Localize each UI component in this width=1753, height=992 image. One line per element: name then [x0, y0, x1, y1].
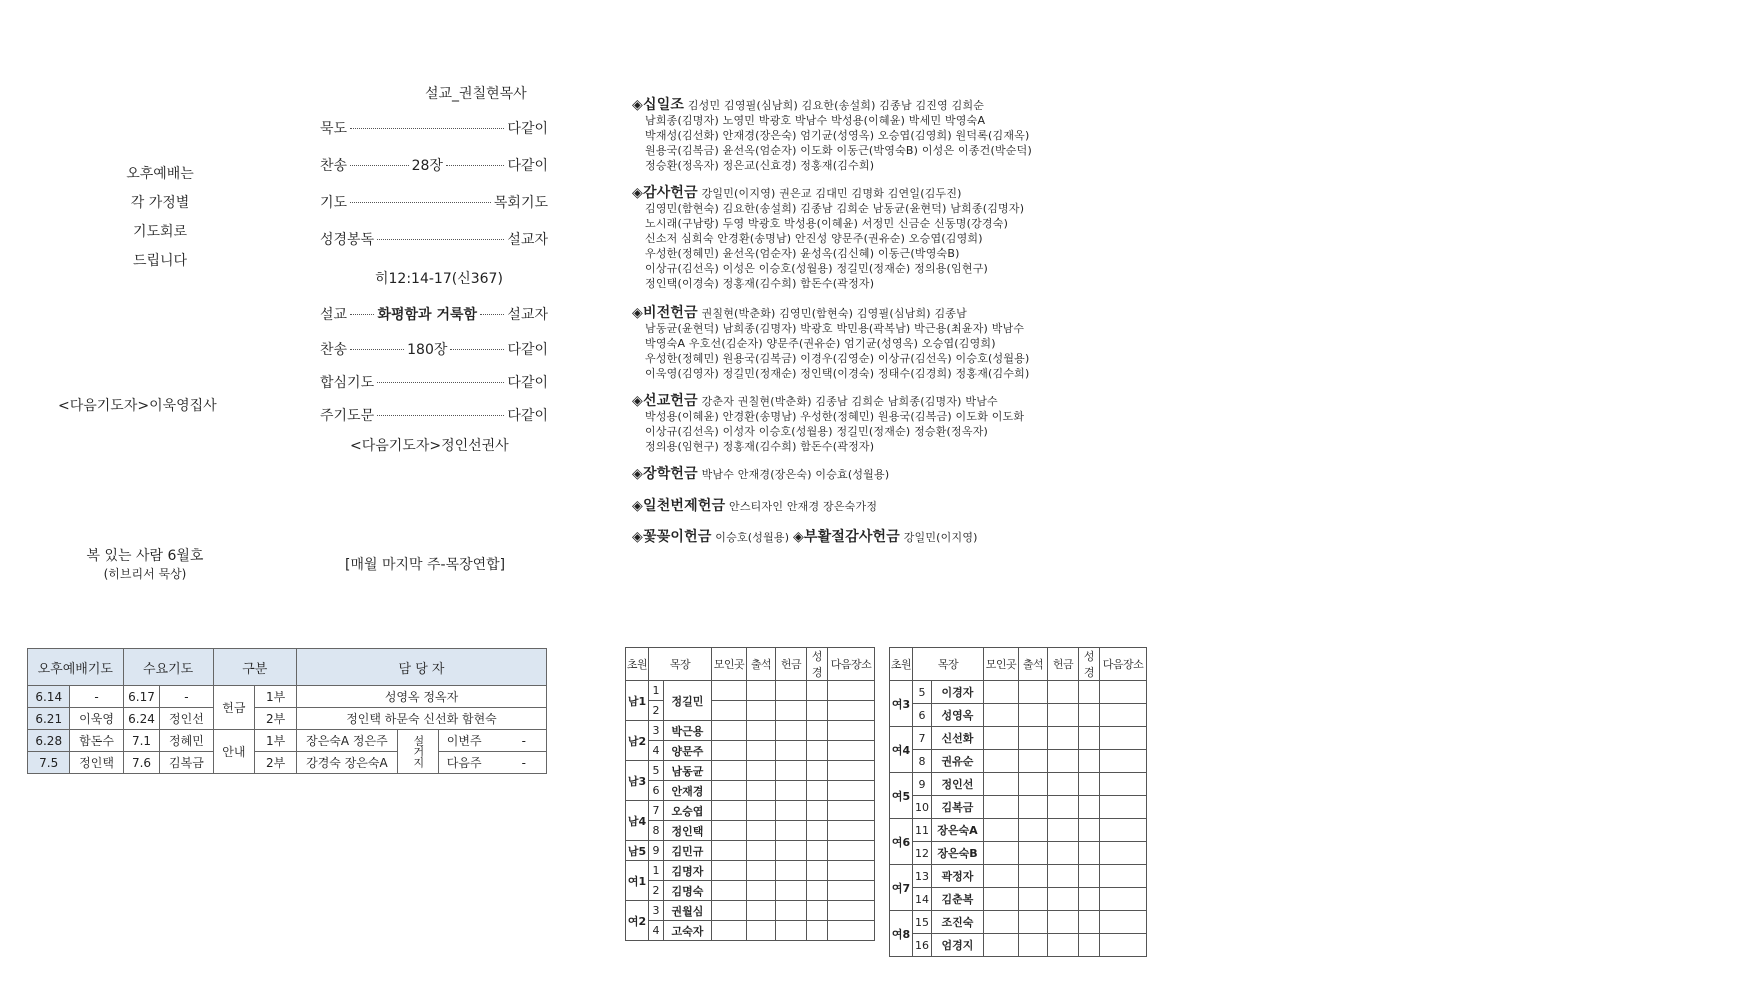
grid-header: 성경 [1079, 648, 1100, 681]
grid-leader: 권월심 [664, 901, 712, 921]
duty-assignee: 강경숙 장은숙A [297, 752, 398, 774]
offering-line: 권칠현(박춘화) 김영민(함현숙) 김영필(심남희) 김종남 [701, 307, 967, 320]
grid-leader: 김복금 [932, 796, 984, 819]
grid-group: 남5 [626, 841, 649, 861]
grid-num: 16 [913, 934, 932, 957]
grid-group: 여5 [890, 773, 913, 819]
grid-header: 헌금 [1048, 648, 1079, 681]
offering-line: 박남수 안재경(장은숙) 이승효(성월용) [701, 468, 890, 481]
offering-line: 강춘자 권칠현(박춘화) 김종남 김희순 남희종(김명자) 박남수 [701, 395, 998, 408]
grid-num: 6 [649, 781, 664, 801]
grid-header: 출석 [747, 648, 776, 681]
grid-header: 다음장소 [828, 648, 875, 681]
duty-date: 6.28 [28, 730, 70, 752]
duty-header: 오후예배기도 [28, 649, 124, 686]
duty-person: 함돈수 [70, 730, 123, 752]
offering-head: ◈부활절감사헌금 [792, 529, 900, 545]
grid-leader: 권유순 [932, 750, 984, 773]
offering-line: 원용국(김복금) 윤선옥(엄순자) 이도화 이동근(박영숙B) 이성은 이종건(박순덕) [645, 144, 1032, 157]
offering-thousand [632, 499, 1152, 514]
offering-thanks [632, 186, 1152, 291]
offering-head: ◈꽃꽂이헌금 [632, 529, 712, 545]
order-value: 설교자 [507, 307, 548, 323]
order-next-prayer: <다음기도자>정인선권사 [350, 438, 509, 454]
offering-line: 신소저 심희숙 안경환(송명남) 안진성 양문주(권유순) 오승엽(김영희) [645, 232, 983, 245]
grid-header: 다음장소 [1100, 648, 1147, 681]
duty-person: 정혜민 [160, 730, 213, 752]
grid-leader: 이경자 [932, 681, 984, 704]
sermon-title: 화평함과 거룩함 [377, 307, 478, 323]
grid-num: 4 [649, 921, 664, 941]
offering-line: 우성한(정혜민) 윤선옥(엄순자) 윤성옥(김신혜) 이동근(박영숙B) [645, 247, 960, 260]
order-value: 다같이 [507, 158, 549, 174]
duty-header: 수요기도 [123, 649, 213, 686]
order-label: 묵도 [320, 121, 348, 137]
sermon-by: 설교_권칠현목사 [425, 86, 527, 102]
cell-grid-left [625, 647, 875, 941]
order-label: 찬송 [320, 342, 348, 358]
grid-group: 남2 [626, 721, 649, 761]
order-value: 다같이 [507, 342, 549, 358]
grid-num: 5 [649, 761, 664, 781]
offering-line: 김영민(함현숙) 김요한(송설희) 김종남 김희순 남동균(윤현덕) 남희종(김명자) [645, 202, 1025, 215]
grid-header: 목장 [913, 648, 984, 681]
grid-group: 남4 [626, 801, 649, 841]
duty-dish-val: - [521, 756, 526, 770]
left-next-prayer: <다음기도자>이욱영집사 [58, 398, 217, 414]
duty-date: 7.5 [28, 752, 70, 774]
grid-header: 헌금 [776, 648, 807, 681]
notice-line: 기도회로 [132, 224, 188, 240]
offering-line: 남동균(윤현덕) 남희종(김명자) 박광호 박민용(곽복남) 박근용(최윤자) 박남수 [645, 322, 1025, 335]
offering-line: 남희종(김명자) 노영민 박광호 박남수 박성용(이혜윤) 박세민 박영숙A [645, 114, 986, 127]
offering-line: 정의용(임현구) 정홍재(김수희) 함돈수(곽정자) [645, 440, 875, 453]
grid-leader: 장은숙A [932, 819, 984, 842]
duty-dish-name: 이변주 [446, 734, 482, 748]
grid-leader: 오승엽 [664, 801, 712, 821]
duty-person: - [160, 686, 213, 708]
duty-person: 이욱영 [70, 708, 123, 730]
duty-dish [438, 730, 546, 752]
order-label: 성경봉독 [320, 232, 375, 248]
grid-header: 모인곳 [712, 648, 747, 681]
grid-num: 6 [913, 704, 932, 727]
duty-part: 2부 [255, 708, 297, 730]
grid-leader: 김명자 [664, 861, 712, 881]
blessed-sub: (히브리서 묵상) [103, 567, 187, 581]
offering-flower [632, 530, 1152, 545]
grid-num: 7 [913, 727, 932, 750]
duty-part: 1부 [255, 730, 297, 752]
grid-group: 여4 [890, 727, 913, 773]
monthly-note: [매월 마지막 주-목장연합] [345, 557, 506, 573]
offering-head: ◈감사헌금 [632, 185, 698, 201]
grid-num: 4 [649, 741, 664, 761]
grid-group: 여1 [626, 861, 649, 901]
order-value: 다같이 [507, 121, 548, 137]
duty-date: 6.24 [123, 708, 160, 730]
grid-num: 5 [913, 681, 932, 704]
grid-header: 초원 [890, 648, 913, 681]
order-label: 주기도문 [320, 408, 375, 424]
grid-leader: 고숙자 [664, 921, 712, 941]
offering-line: 안스티자인 안재경 장은숙가정 [729, 500, 878, 513]
grid-num: 9 [649, 841, 664, 861]
duty-date: 7.6 [123, 752, 160, 774]
offering-line: 박성용(이혜윤) 안경환(송명남) 우성한(정혜민) 원용국(김복금) 이도화 이도화 [645, 410, 1025, 423]
duty-date: 6.21 [28, 708, 70, 730]
grid-leader: 양문주 [664, 741, 712, 761]
duty-person: 정인선 [160, 708, 213, 730]
grid-leader: 성영옥 [932, 704, 984, 727]
notice-line: 오후예배는 [126, 166, 194, 182]
grid-header: 초원 [626, 648, 649, 681]
notice-line: 각 가정별 [130, 195, 190, 211]
grid-num: 2 [649, 881, 664, 901]
order-row [320, 155, 548, 175]
duty-header: 구분 [213, 649, 296, 686]
grid-leader: 정인택 [664, 821, 712, 841]
blessed-title: 복 있는 사람 6월호 [86, 548, 204, 564]
grid-group: 남1 [626, 681, 649, 721]
duty-date: 6.17 [123, 686, 160, 708]
offering-head: ◈장학헌금 [632, 466, 698, 482]
afternoon-notice [80, 160, 240, 276]
order-value: 다같이 [507, 375, 548, 391]
duty-category: 안내 [213, 730, 255, 774]
grid-leader: 김춘복 [932, 888, 984, 911]
order-value: 다같이 [507, 408, 548, 424]
order-row [320, 372, 548, 392]
offering-line: 우성한(정혜민) 원용국(김복금) 이경우(김영순) 이상규(김선옥) 이승호(성월용) [645, 352, 1030, 365]
grid-num: 1 [649, 861, 664, 881]
grid-group: 여7 [890, 865, 913, 911]
grid-header: 목장 [649, 648, 712, 681]
grid-num: 3 [649, 901, 664, 921]
grid-leader: 정인선 [932, 773, 984, 796]
offering-line: 박영숙A 우호선(김순자) 양문주(권유순) 엄기균(성영옥) 오승엽(김영희) [645, 337, 996, 350]
offering-line: 강일민(이지영) 권은교 김대민 김명화 김연일(김두진) [701, 187, 962, 200]
duty-assignee: 성영옥 정옥자 [297, 686, 547, 708]
grid-leader: 신선화 [932, 727, 984, 750]
duty-date: 7.1 [123, 730, 160, 752]
order-row [320, 304, 548, 324]
offering-head: ◈십일조 [632, 97, 685, 113]
offering-line: 정승환(정옥자) 정은교(신효경) 정홍재(김수희) [645, 159, 875, 172]
grid-num: 2 [649, 701, 664, 721]
grid-group: 여3 [890, 681, 913, 727]
grid-header: 출석 [1019, 648, 1048, 681]
duty-person: - [70, 686, 123, 708]
order-label: 찬송 [320, 158, 348, 174]
duty-table [27, 648, 547, 774]
duty-dish-val: - [521, 734, 526, 748]
duty-category: 헌금 [213, 686, 255, 730]
grid-leader: 조진숙 [932, 911, 984, 934]
order-label: 설교 [320, 307, 348, 323]
grid-group: 여6 [890, 819, 913, 865]
notice-line: 드립니다 [132, 253, 188, 269]
order-mid: 28장 [411, 158, 443, 174]
offering-line: 이욱영(김영자) 정길민(정재순) 정인택(이경숙) 정태수(김경희) 정홍재(김수희) [645, 367, 1030, 380]
offering-scholarship [632, 467, 1152, 482]
grid-leader: 남동균 [664, 761, 712, 781]
order-value: 목회기도 [493, 195, 548, 211]
grid-num: 15 [913, 911, 932, 934]
order-row [320, 339, 548, 359]
duty-header: 담 당 자 [297, 649, 547, 686]
grid-num: 14 [913, 888, 932, 911]
offering-head: ◈선교헌금 [632, 393, 698, 409]
grid-num: 8 [649, 821, 664, 841]
duty-assignee: 장은숙A 정은주 [297, 730, 398, 752]
grid-leader: 곽정자 [932, 865, 984, 888]
grid-leader: 장은숙B [932, 842, 984, 865]
grid-leader: 엄경지 [932, 934, 984, 957]
grid-num: 8 [913, 750, 932, 773]
duty-person: 정인택 [70, 752, 123, 774]
offering-head: ◈비전헌금 [632, 305, 698, 321]
order-row [320, 118, 548, 138]
offering-line: 이상규(김선옥) 이성자 이승호(성월용) 정길민(정재순) 정승환(정옥자) [645, 425, 989, 438]
grid-group: 여2 [626, 901, 649, 941]
duty-dish [438, 752, 546, 774]
grid-group: 여8 [890, 911, 913, 957]
offering-line: 정인택(이경숙) 정홍재(김수희) 함돈수(곽정자) [645, 277, 875, 290]
grid-leader: 김명숙 [664, 881, 712, 901]
offering-line: 박재성(김선화) 안재경(장은숙) 엄기균(성영옥) 오승엽(김영희) 원덕록(김재옥) [645, 129, 1030, 142]
order-value: 설교자 [507, 232, 548, 248]
grid-header: 성경 [807, 648, 828, 681]
offering-line: 강일민(이지영) [903, 531, 978, 544]
grid-num: 12 [913, 842, 932, 865]
order-row [320, 229, 548, 249]
grid-leader: 김민규 [664, 841, 712, 861]
offering-line: 이승호(성월용) [715, 531, 790, 544]
grid-num: 3 [649, 721, 664, 741]
offering-line: 노시래(구남랑) 두영 박광호 박성용(이혜윤) 서정민 신금순 신동명(강경숙) [645, 217, 1009, 230]
order-mid: 180장 [407, 342, 448, 358]
duty-part: 2부 [255, 752, 297, 774]
grid-num: 9 [913, 773, 932, 796]
offering-head: ◈일천번제헌금 [632, 498, 726, 514]
order-label: 기도 [320, 195, 348, 211]
duty-assignee: 정인택 하문숙 신선화 함현숙 [297, 708, 547, 730]
grid-group: 남3 [626, 761, 649, 801]
grid-leader: 정길민 [664, 681, 712, 721]
scripture-ref: 히12:14-17(신367) [375, 271, 503, 287]
offering-vision [632, 306, 1152, 381]
grid-num: 13 [913, 865, 932, 888]
duty-person: 김복금 [160, 752, 213, 774]
grid-num: 1 [649, 681, 664, 701]
order-row [320, 405, 548, 425]
grid-num: 10 [913, 796, 932, 819]
duty-dish-label: 설거지 [397, 730, 438, 774]
cell-grid-right [889, 647, 1147, 957]
duty-dish-name: 다음주 [446, 756, 482, 770]
duty-date: 6.14 [28, 686, 70, 708]
offering-mission [632, 394, 1152, 454]
grid-leader: 박근용 [664, 721, 712, 741]
grid-num: 11 [913, 819, 932, 842]
grid-header: 모인곳 [984, 648, 1019, 681]
duty-part: 1부 [255, 686, 297, 708]
grid-leader: 안재경 [664, 781, 712, 801]
order-label: 합심기도 [320, 375, 375, 391]
offering-line: 김성민 김영필(심남희) 김요한(송설희) 김종남 김진영 김희순 [687, 99, 985, 112]
grid-num: 7 [649, 801, 664, 821]
order-row [320, 192, 548, 212]
offering-line: 이상규(김선옥) 이성은 이승호(성월용) 정길민(정재순) 정의용(임현구) [645, 262, 989, 275]
offering-tithe [632, 98, 1152, 173]
